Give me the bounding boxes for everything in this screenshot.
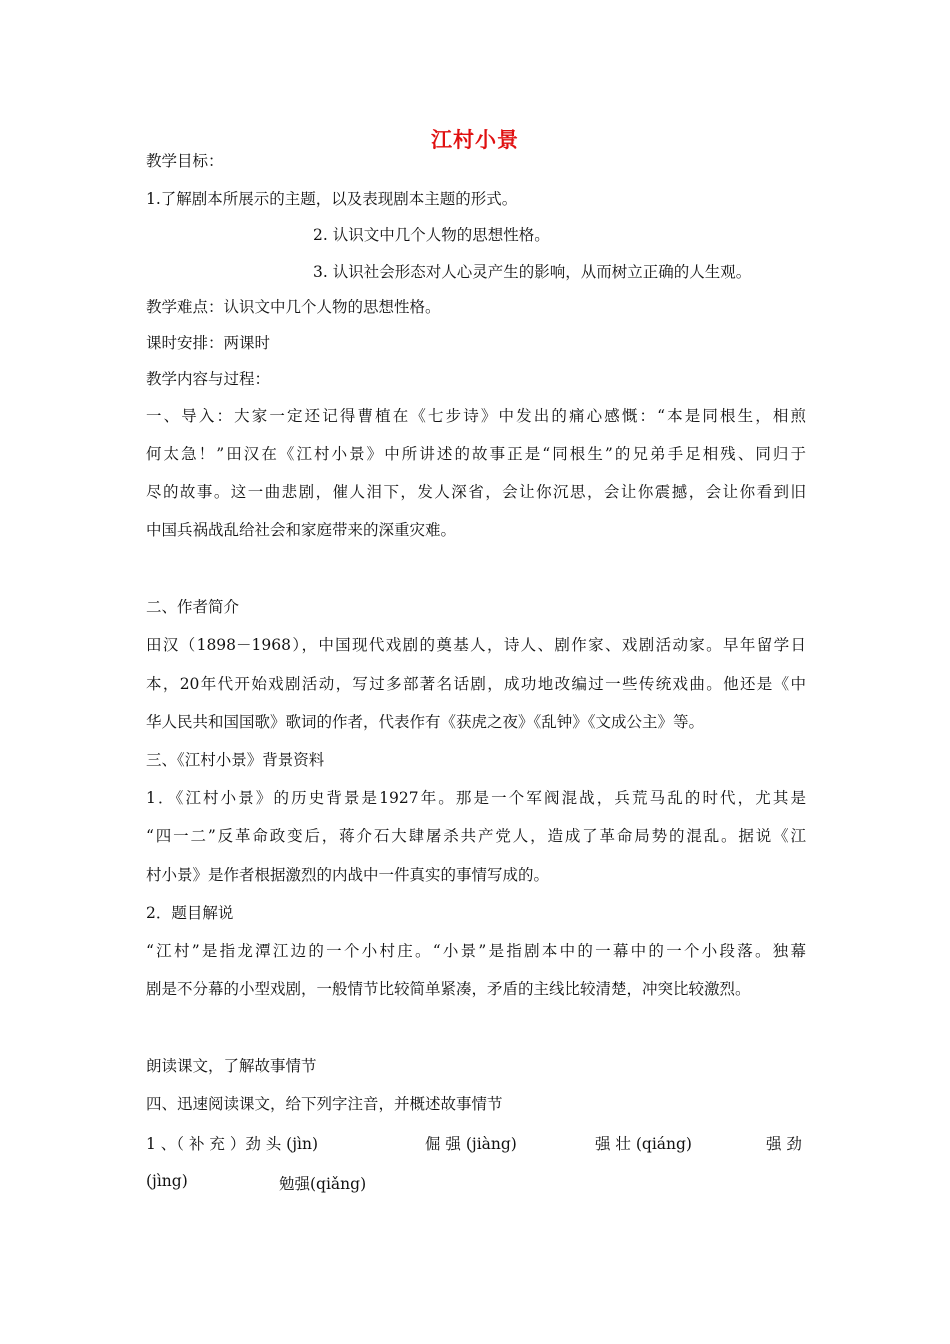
text-line: 教学难点：认识文中几个人物的思想性格。 <box>146 298 441 316</box>
text-line: 一、导入：大家一定还记得曹植在《七步诗》中发出的痛心感慨：“本是同根生，相煎 <box>146 407 806 425</box>
text-line: 教学内容与过程： <box>146 370 271 388</box>
pinyin-item: 1 、（ 补 充 ）劲 头 (jìn) <box>146 1135 319 1153</box>
text-line: “四一二”反革命政变后，蒋介石大肆屠杀共产党人，造成了革命局势的混乱。据说《江 <box>146 827 806 845</box>
pinyin-item: 勉强(qiǎng) <box>279 1175 367 1193</box>
text-line: 何太急！”田汉在《江村小景》中所讲述的故事正是“同根生”的兄弟手足相残、同归于 <box>146 445 806 463</box>
text-line: 剧是不分幕的小型戏剧，一般情节比较简单紧凑，矛盾的主线比较清楚，冲突比较激烈。 <box>146 980 751 998</box>
text-line: 3. 认识社会形态对人心灵产生的影响，从而树立正确的人生观。 <box>313 263 752 281</box>
text-line: 1.了解剧本所展示的主题，以及表现剧本主题的形式。 <box>146 190 518 208</box>
pinyin-item: 强 壮 (qiáng) <box>595 1135 692 1153</box>
section-heading: 四、迅速阅读课文，给下列字注音，并概述故事情节 <box>146 1095 503 1113</box>
section-heading: 二、作者简介 <box>146 598 240 616</box>
text-line: 课时安排：两课时 <box>146 334 271 352</box>
text-line: 田汉（1898－1968），中国现代戏剧的奠基人，诗人、剧作家、戏剧活动家。早年留学日 <box>146 636 806 654</box>
text-line: 朗读课文，了解故事情节 <box>146 1057 317 1075</box>
text-line: 2．题目解说 <box>146 904 234 922</box>
section-heading: 三、《江村小景》背景资料 <box>146 751 325 769</box>
text-line: 中国兵祸战乱给社会和家庭带来的深重灾难。 <box>146 521 457 539</box>
text-line: 华人民共和国国歌》歌词的作者，代表作有《获虎之夜》《乱钟》《文成公主》等。 <box>146 713 705 731</box>
pinyin-item: 强 劲 <box>766 1135 802 1153</box>
pinyin-item: (jìng) <box>146 1172 188 1190</box>
text-line: 村小景》是作者根据激烈的内战中一件真实的事情写成的。 <box>146 866 550 884</box>
text-line: 尽的故事。这一曲悲剧，催人泪下，发人深省，会让你沉思，会让你震撼，会让你看到旧 <box>146 483 806 501</box>
text-line: 本，20年代开始戏剧活动，写过多部著名话剧，成功地改编过一些传统戏曲。他还是《中 <box>146 675 806 693</box>
pinyin-item: 倔 强 (jiàng) <box>425 1135 517 1153</box>
document-title: 江村小景 <box>431 128 519 152</box>
text-line: 1．《江村小景》的历史背景是1927年。那是一个军阀混战，兵荒马乱的时代，尤其是 <box>146 789 806 807</box>
text-line: 2. 认识文中几个人物的思想性格。 <box>313 226 550 244</box>
text-line: 教学目标： <box>146 152 224 170</box>
text-line: “江村”是指龙潭江边的一个小村庄。“小景”是指剧本中的一幕中的一个小段落。独幕 <box>146 942 806 960</box>
